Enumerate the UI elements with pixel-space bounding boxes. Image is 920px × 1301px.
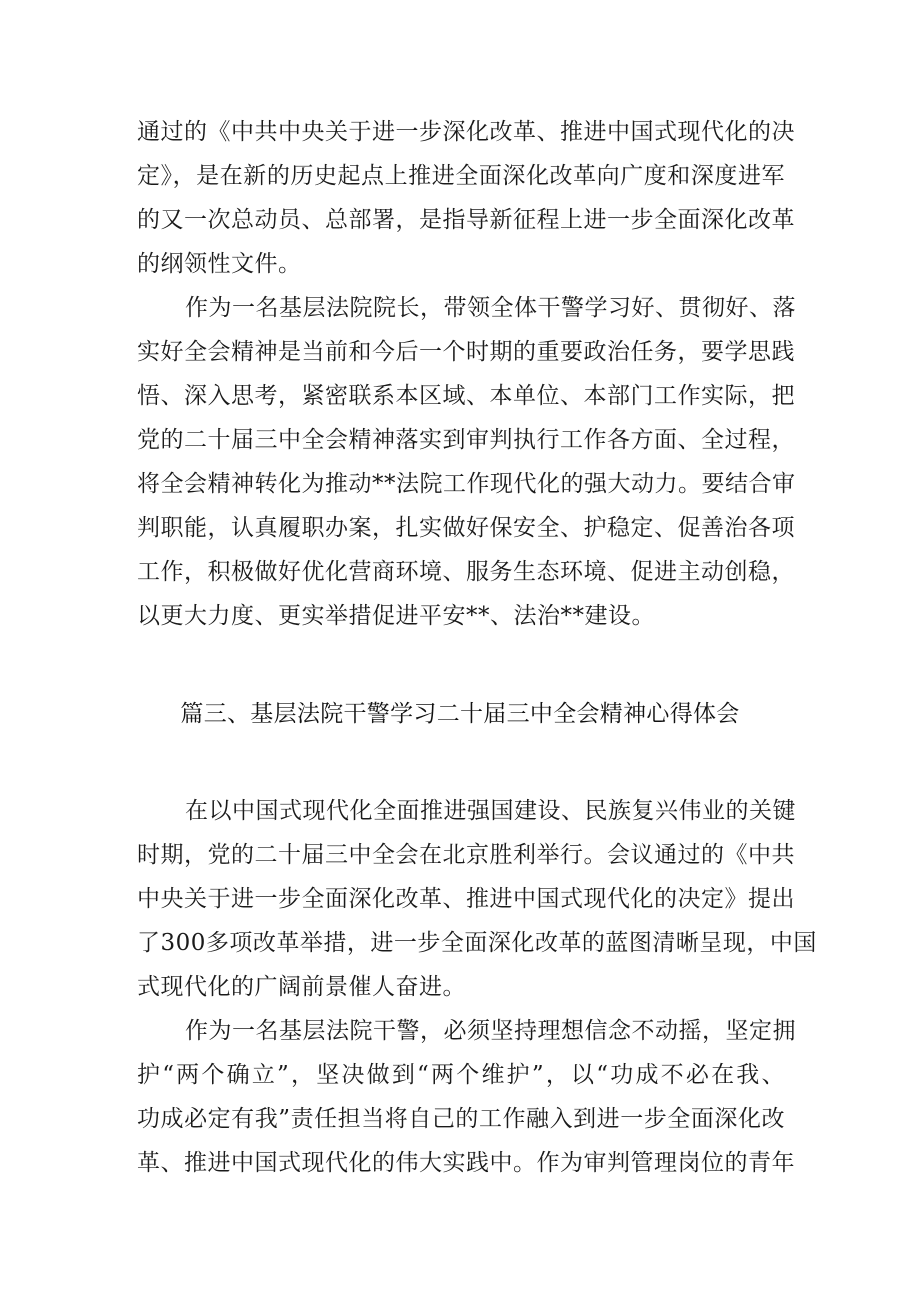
paragraph-line: 式现代化的广阔前景催人奋进。: [137, 974, 466, 1000]
paragraph-line: 悟、深入思考，紧密联系本区域、本单位、本部门工作实际，把: [137, 383, 795, 409]
paragraph-line: 作为一名基层法院干警，必须坚持理想信念不动摇，坚定拥: [185, 1018, 796, 1044]
paragraph-line: 的纲领性文件。: [137, 251, 302, 277]
paragraph-line: 判职能，认真履职办案，扎实做好保安全、护稳定、促善治各项: [137, 515, 795, 541]
paragraph-line: 将全会精神转化为推动**法院工作现代化的强大动力。要结合审: [137, 471, 796, 497]
paragraph-line: 中央关于进一步全面深化改革、推进中国式现代化的决定》提出: [137, 886, 795, 912]
paragraph-line: 在以中国式现代化全面推进强国建设、民族复兴伟业的关键: [185, 798, 796, 824]
paragraph-line: 党的二十届三中全会精神落实到审判执行工作各方面、全过程，: [137, 427, 795, 453]
paragraph-line: 实好全会精神是当前和今后一个时期的重要政治任务，要学思践: [137, 339, 795, 365]
paragraph-line: 定》，是在新的历史起点上推进全面深化改革向广度和深度进军: [137, 163, 785, 189]
paragraph-line: 时期，党的二十届三中全会在北京胜利举行。会议通过的《中共: [137, 842, 795, 868]
paragraph-line: 以更大力度、更实举措促进平安**、法治**建设。: [137, 603, 655, 629]
paragraph-line: 了300多项改革举措，进一步全面深化改革的蓝图清晰呈现，中国: [137, 930, 817, 956]
section-heading: 篇三、基层法院干警学习二十届三中全会精神心得体会: [180, 701, 740, 727]
paragraph-line: 通过的《中共中央关于进一步深化改革、推进中国式现代化的决: [137, 119, 795, 145]
paragraph-line: 的又一次总动员、总部署，是指导新征程上进一步全面深化改革: [137, 207, 795, 233]
paragraph-line: 功成必定有我”责任担当将自己的工作融入到进一步全面深化改: [137, 1106, 785, 1132]
paragraph-line: 革、推进中国式现代化的伟大实践中。作为审判管理岗位的青年: [137, 1150, 795, 1176]
paragraph-line: 作为一名基层法院院长，带领全体干警学习好、贯彻好、落: [185, 295, 796, 321]
paragraph-line: 工作，积极做好优化营商环境、服务生态环境、促进主动创稳，: [137, 559, 795, 585]
paragraph-line: 护“两个确立”，坚决做到“两个维护”，以“功成不必在我、: [137, 1062, 785, 1088]
